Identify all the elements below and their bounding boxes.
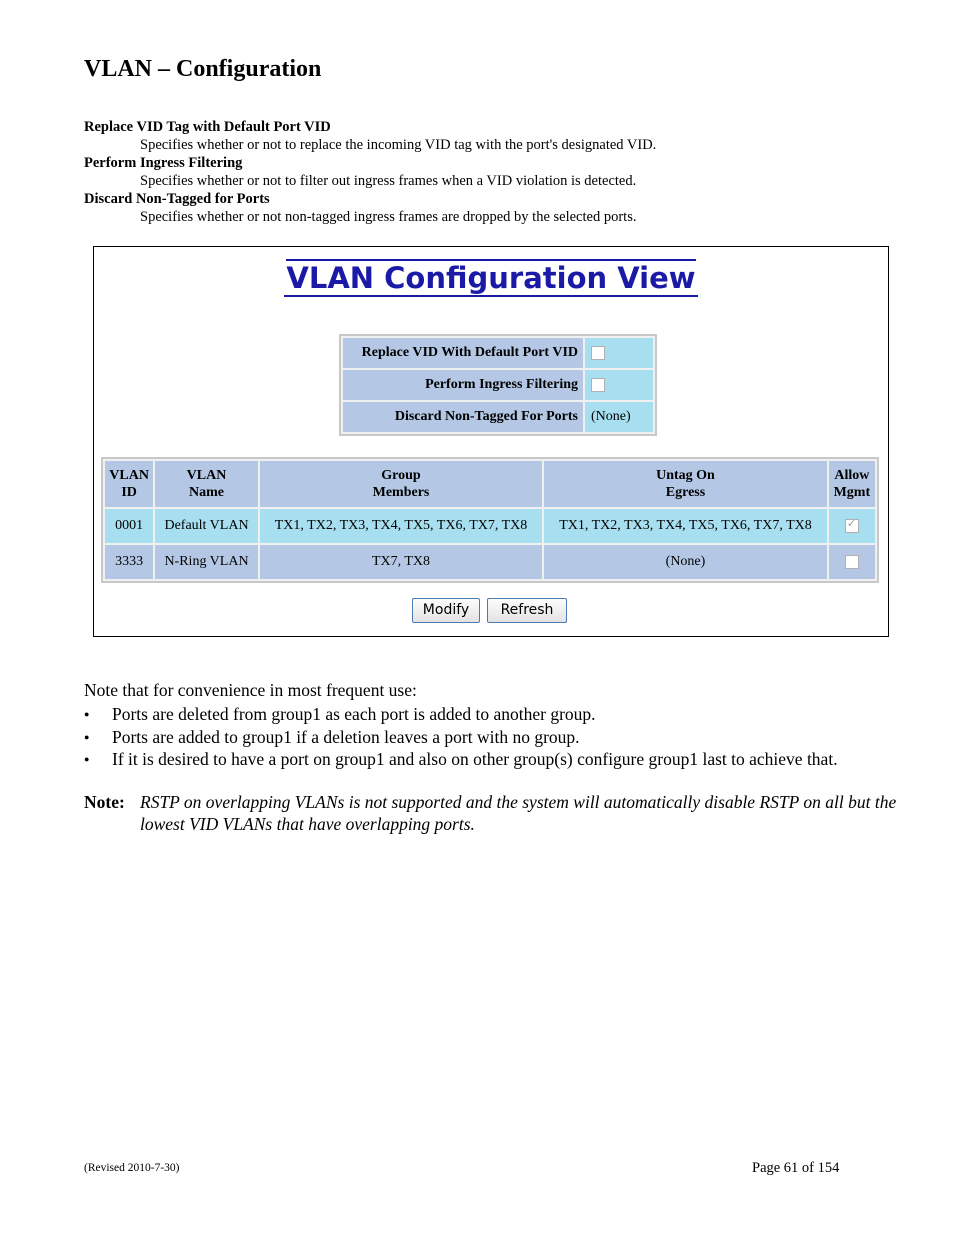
header-line: Name	[189, 485, 225, 500]
definition-term: Perform Ingress Filtering	[84, 155, 243, 171]
option-value	[585, 338, 653, 368]
list-item: ● Ports are added to group1 if a deletion leaves a port with no group.	[84, 726, 924, 749]
table-row[interactable]	[105, 509, 875, 543]
header-line: ID	[121, 485, 137, 500]
allow-mgmt-checkbox	[845, 519, 859, 533]
untag-egress-cell[interactable]: (None)	[544, 545, 826, 579]
option-label: Perform Ingress Filtering	[343, 370, 583, 400]
ingress-filtering-checkbox[interactable]	[591, 378, 605, 392]
replace-vid-checkbox[interactable]	[591, 346, 605, 360]
note-text: RSTP on overlapping VLANs is not supported and the system will automatically disable RSTP on all but the lowest VID VLANs that have overlapping ports.	[140, 792, 897, 834]
untag-egress-cell[interactable]: TX1, TX2, TX3, TX4, TX5, TX6, TX7, TX8	[544, 509, 826, 543]
column-header-vlan-id	[105, 461, 153, 507]
refresh-button[interactable]: Refresh	[487, 598, 567, 623]
allow-mgmt-cell	[829, 509, 875, 543]
column-header-vlan-name	[155, 461, 258, 507]
table-header-row	[105, 461, 875, 507]
vlan-options-table	[339, 334, 657, 436]
group-members-cell[interactable]: TX1, TX2, TX3, TX4, TX5, TX6, TX7, TX8	[260, 509, 542, 543]
header-line: Members	[372, 485, 430, 500]
option-value	[585, 370, 653, 400]
definition-desc: Specifies whether or not to filter out ingress frames when a VID violation is detected.	[140, 173, 637, 189]
bullet-list	[84, 703, 924, 771]
definition-desc: Specifies whether or not to replace the incoming VID tag with the port's designated VID.	[140, 137, 657, 153]
allow-mgmt-checkbox[interactable]	[845, 555, 859, 569]
option-label: Replace VID With Default Port VID	[343, 338, 583, 368]
header-line: VLAN	[109, 468, 149, 483]
vlan-name-cell[interactable]: Default VLAN	[155, 509, 258, 543]
definition-desc: Specifies whether or not non-tagged ingress frames are dropped by the selected ports.	[140, 209, 637, 225]
column-header-group-members	[260, 461, 542, 507]
vlan-config-screenshot	[93, 246, 889, 637]
modify-button[interactable]: Modify	[412, 598, 480, 623]
list-item: ● If it is desired to have a port on group1 and also on other group(s) configure group1 last to achieve that.	[84, 748, 924, 771]
vlan-name-cell[interactable]: N-Ring VLAN	[155, 545, 258, 579]
column-header-allow-mgmt	[829, 461, 875, 507]
discard-non-tagged-value[interactable]: (None)	[585, 402, 653, 432]
option-label: Discard Non-Tagged For Ports	[343, 402, 583, 432]
group-members-cell[interactable]: TX7, TX8	[260, 545, 542, 579]
header-line: Egress	[665, 485, 706, 500]
definition-term: Discard Non-Tagged for Ports	[84, 191, 270, 207]
allow-mgmt-cell	[829, 545, 875, 579]
header-line: VLAN	[186, 468, 227, 483]
header-line: Untag On	[656, 468, 715, 483]
table-row[interactable]	[105, 545, 875, 579]
vlan-id-cell[interactable]: 0001	[105, 509, 153, 543]
header-line: Mgmt	[833, 485, 871, 500]
vlan-id-cell[interactable]: 3333	[105, 545, 153, 579]
note-label: Note:	[84, 792, 125, 812]
definition-term: Replace VID Tag with Default Port VID	[84, 119, 331, 135]
intro-paragraph: Note that for convenience in most frequent use:	[84, 680, 417, 700]
footer-page-number: Page 61 of 154	[752, 1160, 840, 1176]
definition-list	[84, 118, 904, 226]
vlan-table	[101, 457, 879, 583]
page-heading: VLAN – Configuration	[84, 56, 322, 82]
view-title	[94, 259, 888, 297]
view-title-text: VLAN Configuration View	[286, 261, 696, 295]
list-item: ● Ports are deleted from group1 as each port is added to another group.	[84, 703, 924, 726]
column-header-untag-egress	[544, 461, 826, 507]
header-line: Group	[381, 468, 421, 483]
footer-revised: (Revised 2010-7-30)	[84, 1162, 180, 1174]
header-line: Allow	[834, 468, 870, 483]
